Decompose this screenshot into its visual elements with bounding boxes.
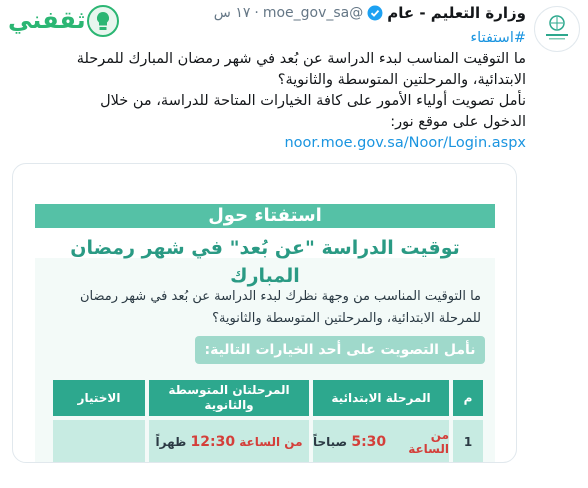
watermark-text: ثقفني — [8, 6, 86, 34]
row-choice — [53, 420, 145, 463]
row-secondary-from: من الساعة — [239, 435, 303, 449]
row-primary-from: من الساعة — [408, 428, 449, 456]
tweet-text-line-2: نأمل تصويت أولياء الأمور على كافة الخيارات المتاحة للدراسة، من خلال الدخول على موقع نور: — [100, 93, 526, 130]
header-primary: المرحلة الابتدائية — [313, 380, 449, 416]
account-avatar[interactable] — [534, 6, 580, 52]
header-choice: الاختيار — [53, 380, 145, 416]
row-primary-suffix: صباحاً — [313, 435, 348, 449]
header-num: م — [453, 380, 483, 416]
verified-badge-icon — [367, 5, 383, 21]
poster-question: ما التوقيت المناسب من وجهة نظرك لبدء الدراسة عن بُعد في شهر رمضان للمرحلة الابتدائية، والمرحلتين المتوسطة والثانوية؟ — [79, 289, 481, 326]
row-primary-time — [313, 420, 449, 463]
tweet-text — [56, 28, 526, 154]
poster-title: استفتاء حول — [208, 205, 322, 226]
table-row — [43, 420, 483, 463]
options-table — [43, 380, 483, 463]
tweet-header — [214, 4, 526, 22]
row-secondary-time — [149, 420, 309, 463]
noor-link[interactable]: noor.moe.gov.sa/Noor/Login.aspx — [284, 135, 526, 151]
row-num: 1 — [453, 420, 483, 463]
meta-separator: · — [254, 5, 259, 21]
poster-instruction: نأمل التصويت على أحد الخيارات التالية: — [195, 336, 485, 364]
poll-poster-image — [35, 190, 495, 463]
hashtag-link[interactable]: #استفتاء — [470, 30, 526, 46]
ministry-logo-icon — [537, 9, 577, 49]
poster-subtitle: توقيت الدراسة "عن بُعد" في شهر رمضان المبارك — [70, 237, 460, 287]
row-primary-hour: 5:30 — [351, 434, 387, 450]
poster-banner — [35, 190, 495, 287]
header-secondary: المرحلتان المتوسطة والثانوية — [149, 380, 309, 416]
tweet-text-line-1: ما التوقيت المناسب لبدء الدراسة عن بُعد في شهر رمضان المبارك للمرحلة الابتدائية، والمرحلتين المتوسطة والثانوية؟ — [76, 51, 526, 88]
row-secondary-suffix: ظهراً — [155, 435, 187, 449]
tweet-media-card[interactable] — [12, 163, 517, 463]
row-secondary-hour: 12:30 — [190, 434, 236, 450]
account-name[interactable]: وزارة التعليم - عام — [387, 4, 526, 22]
account-handle[interactable]: @moe_gov_sa — [262, 5, 364, 21]
options-table-header — [43, 380, 483, 416]
tweet-timestamp[interactable]: ١٧ س — [213, 5, 251, 21]
